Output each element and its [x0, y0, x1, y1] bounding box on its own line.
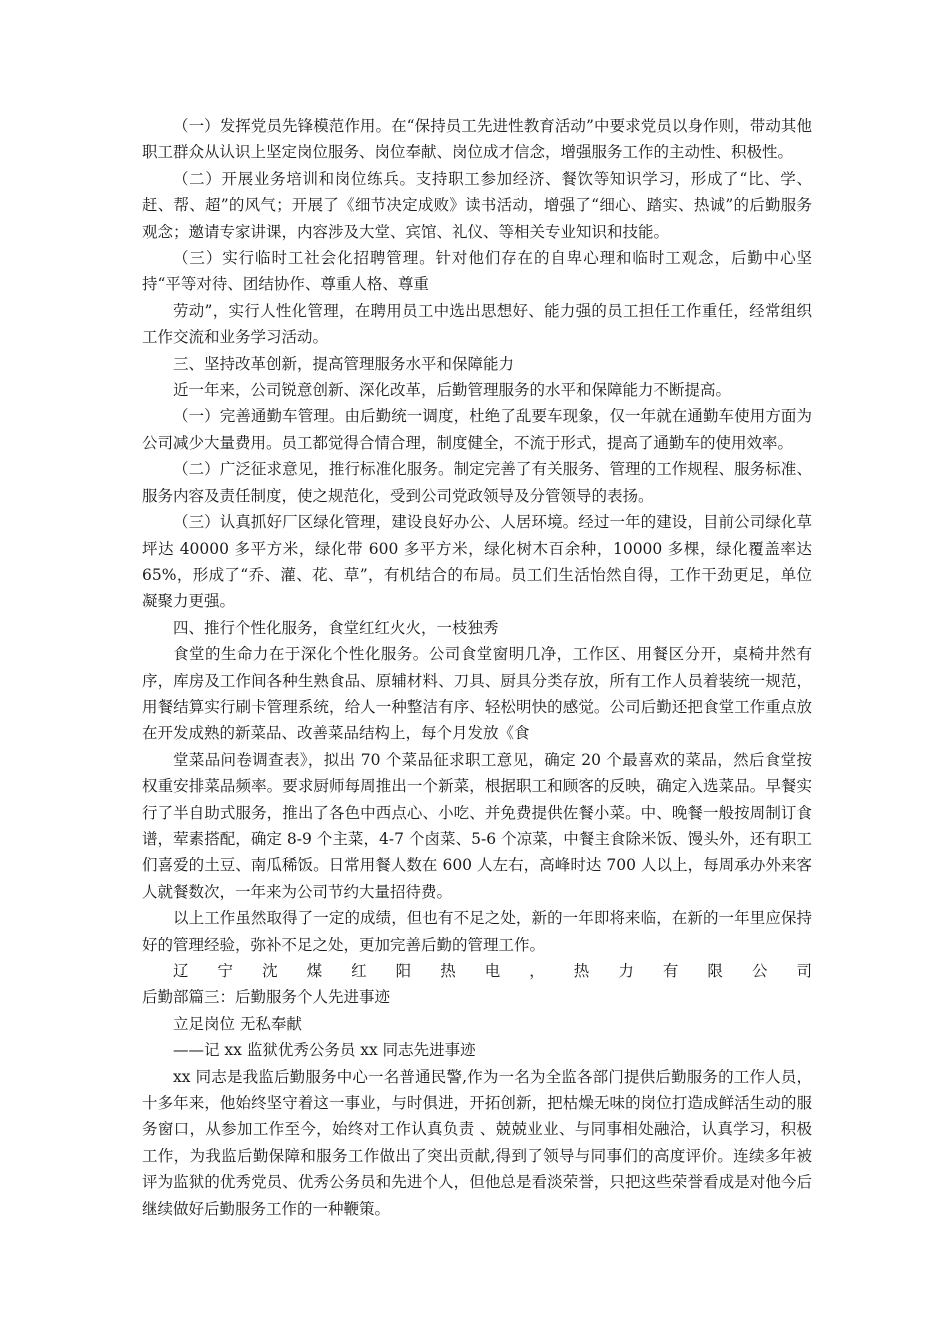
- company-signature: 辽宁沈煤红阳热电，热力有限公司: [173, 962, 812, 980]
- paragraph-canteen-menu: 堂菜品问卷调查表》，拟出 70 个菜品征求职工意见，确定 20 个最喜欢的菜品，然后食堂按权重安排菜品频率。要求厨师每周推出一个新菜，根据职工和顾客的反映，确定入选菜品。早餐实行了半自助式服务，推出了各色中西点心、小吃、并免费提供佐餐小菜。中、晚餐一般按周制订食谱，荤素搭配，确定 8-9 个主菜，4-7 个卤菜、5-6 个凉菜，中餐主食除米饭、馒头外，还有职工们喜爱的土豆、南瓜稀饭。日常用餐人数在 600 人左右，高峰时达 700 人以上，每周承办外来客人就餐数次，一年来为公司节约大量招待费。: [142, 750, 812, 901]
- section-heading-canteen: 四、推行个性化服务，食堂红红火火，一枝独秀: [173, 618, 499, 637]
- article-subtitle: ——记 xx 监狱优秀公务员 xx 同志先进事迹: [173, 1041, 476, 1060]
- document-body: [142, 113, 812, 1222]
- paragraph-commuter-bus: （一）完善通勤车管理。由后勤统一调度，杜绝了乱要车现象，仅一年就在通勤车使用方面为公司减少大量费用。员工都觉得合情合理，制度健全，不流于形式，提高了通勤车的使用效率。: [142, 407, 812, 452]
- section-heading-reform: 三、坚持改革创新，提高管理服务水平和保障能力: [173, 354, 515, 373]
- paragraph-greening: （三）认真抓好厂区绿化管理，建设良好办公、人居环境。经过一年的建设，目前公司绿化草坪达 40000 多平方米，绿化带 600 多平方米，绿化树木百余种，10000 多棵，绿化覆盖率达 65%，形成了“乔、灌、花、草”，有机结合的布局。员工们生活怡然自得，工作干劲更足，单位凝聚力更强。: [142, 513, 812, 611]
- paragraph-temp-workers: （三）实行临时工社会化招聘管理。针对他们存在的自卑心理和临时工观念，后勤中心坚持“平等对待、团结协作、尊重人格、尊重: [142, 249, 812, 294]
- paragraph-training: （二）开展业务培训和岗位练兵。支持职工参加经济、餐饮等知识学习，形成了“比、学、赶、帮、超”的风气；开展了《细节决定成败》读书活动，增强了“细心、踏实、热诚”的后勤服务观念；邀请专家讲课，内容涉及大堂、宾馆、礼仪、等相关专业知识和技能。: [142, 169, 812, 241]
- article-heading: 后勤部篇三：后勤服务个人先进事迹: [142, 988, 391, 1007]
- paragraph-conclusion: 以上工作虽然取得了一定的成绩，但也有不足之处，新的一年即将来临，在新的一年里应保持好的管理经验，弥补不足之处，更加完善后勤的管理工作。: [142, 909, 812, 954]
- article-title: 立足岗位 无私奉献: [173, 1014, 302, 1033]
- paragraph-reform-intro: 近一年来，公司锐意创新、深化改革，后勤管理服务的水平和保障能力不断提高。: [173, 381, 732, 400]
- paragraph-party-members: （一）发挥党员先锋模范作用。在“保持员工先进性教育活动”中要求党员以身作则，带动其他职工群众从认识上坚定岗位服务、岗位奉献、岗位成才信念，增强服务工作的主动性、积极性。: [142, 117, 812, 162]
- paragraph-humanized-management: 劳动”，实行人性化管理，在聘用员工中选出思想好、能力强的员工担任工作重任，经常组织工作交流和业务学习活动。: [142, 301, 812, 347]
- paragraph-standardization: （二）广泛征求意见，推行标准化服务。制定完善了有关服务、管理的工作规程、服务标准、服务内容及责任制度，使之规范化，受到公司党政领导及分管领导的表扬。: [142, 460, 812, 505]
- paragraph-profile: xx 同志是我监后勤服务中心一名普通民警,作为一名为全监各部门提供后勤服务的工作人员，十多年来，他始终坚守着这一事业，与时俱进，开拓创新，把枯燥无味的岗位打造成鲜活生动的服务窗口，从参加工作至今，始终对工作认真负责 、兢兢业业、与同事相处融洽，认真学习，积极工作，为我监后勤保障和服务工作做出了突出贡献,得到了领导与同事们的高度评价。连续多年被评为监狱的优秀党员、优秀公务员和先进个人，但他总是看淡荣誉，只把这些荣誉看成是对他今后继续做好后勤服务工作的一种鞭策。: [142, 1067, 812, 1218]
- paragraph-canteen-service: 食堂的生命力在于深化个性化服务。公司食堂窗明几净，工作区、用餐区分开，桌椅井然有序，库房及工作间各种生熟食品、原辅材料、刀具、厨具分类存放，所有工作人员着装统一规范，用餐结算实行刷卡管理系统，给人一种整洁有序、轻松明快的感觉。公司后勤还把食堂工作重点放在开发成熟的新菜品、改善菜品结构上，每个月发放《食: [142, 645, 812, 743]
